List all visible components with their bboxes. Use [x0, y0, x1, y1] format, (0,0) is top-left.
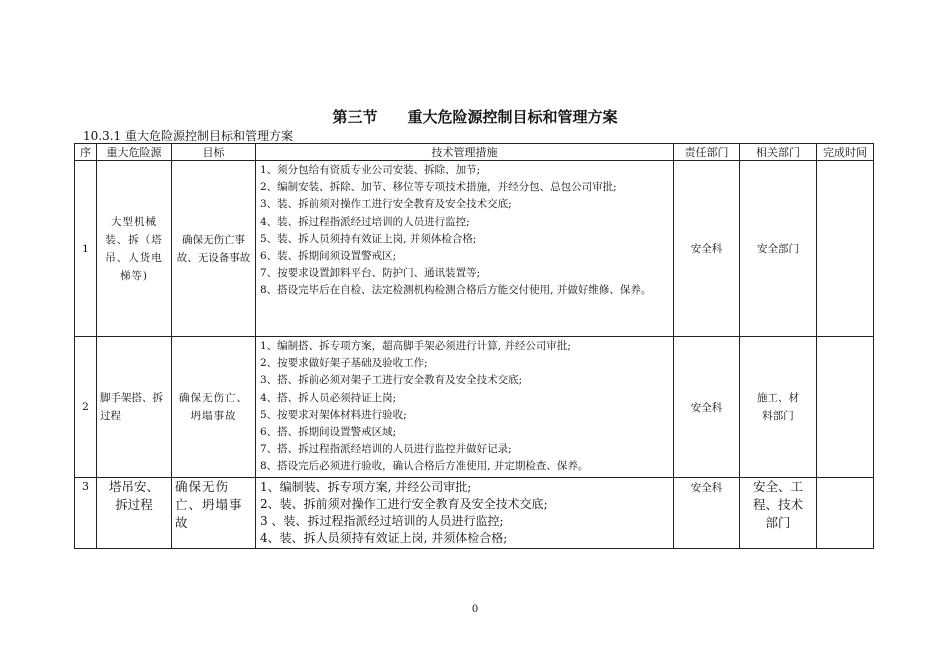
- page-number: 0: [471, 604, 479, 615]
- row-completion: [817, 337, 874, 478]
- row-measures: [256, 337, 674, 478]
- measure-item: 4、装、拆过程指派经过培训的人员进行监控;: [260, 215, 470, 228]
- row-completion: [817, 478, 874, 549]
- measure-item: 8、搭设完毕后在自检、法定检测机构检测合格后方能交付使用, 并做好维修、保养。: [260, 284, 652, 297]
- table-row: [75, 478, 874, 549]
- hazard-control-table: [74, 143, 874, 549]
- row-measures: [256, 478, 674, 549]
- row-goal: 确保无伤亡、坍塌事故: [172, 478, 256, 549]
- table-row: [75, 161, 874, 337]
- header-no: 序: [75, 144, 97, 161]
- row-no: 3: [75, 478, 97, 549]
- row-measures: [256, 161, 674, 337]
- measure-item: 2、编制安装、拆除、加节、移位等专项技术措施，并经分包、总包公司审批;: [260, 181, 617, 194]
- measure-item: 4、装、拆人员须持有效证上岗, 并须体检合格;: [260, 531, 508, 545]
- header-responsible: 责任部门: [674, 144, 740, 161]
- measure-item: 1、编制搭、拆专项方案，超高脚手架必须进行计算, 并经公司审批;: [260, 340, 571, 352]
- measure-item: 2、装、拆前须对操作工进行安全教育及安全技术交底;: [260, 497, 548, 511]
- row-responsible: 安全科: [674, 478, 740, 549]
- header-related: 相关部门: [740, 144, 817, 161]
- row-related: 安全、工程、技术部门: [740, 478, 817, 549]
- table-row: [75, 337, 874, 478]
- measure-item: 7、搭、拆过程指派经培训的人员进行监控并做好记录;: [260, 443, 512, 456]
- subsection-title: 10.3.1 重大危险源控制目标和管理方案: [83, 129, 293, 143]
- row-no: 1: [75, 161, 97, 337]
- measure-item: 3、装、拆前须对操作工进行安全教育及安全技术交底;: [260, 198, 512, 211]
- measure-item: 6、装、拆期间须设置警戒区;: [260, 250, 397, 263]
- measure-item: 1、须分包给有资质专业公司安装、拆除、加节;: [260, 164, 481, 176]
- row-no: 2: [75, 337, 97, 478]
- measure-item: 6、搭、拆期间设置警戒区域;: [260, 426, 397, 439]
- measure-item: 3 、装、拆过程指派经过培训的人员进行监控;: [260, 514, 504, 528]
- measure-item: 1、编制装、拆专项方案, 并经公司审批;: [260, 480, 472, 494]
- measure-item: 7、按要求设置卸料平台、防护门、通讯装置等;: [260, 267, 481, 280]
- measure-item: 8、搭设完后必须进行验收，确认合格后方准使用, 并定期检查、保养。: [260, 460, 589, 473]
- measure-item: 5、按要求对架体材料进行验收;: [260, 408, 407, 421]
- row-responsible: 安全科: [674, 161, 740, 337]
- measure-item: 4、搭、拆人员必须持证上岗;: [260, 391, 397, 404]
- row-goal: 确保无伤亡事故、无设备事故: [172, 161, 256, 337]
- header-source: 重大危险源: [97, 144, 172, 161]
- row-source: 塔吊安、拆过程: [97, 478, 172, 549]
- row-related: 安全部门: [740, 161, 817, 337]
- measure-item: 3、搭、拆前必须对架子工进行安全教育及安全技术交底;: [260, 374, 523, 387]
- section-title: 第三节 重大危险源控制目标和管理方案: [332, 108, 618, 126]
- header-measures: 技术管理措施: [256, 144, 674, 161]
- table-header-row: [75, 144, 874, 161]
- row-source: 脚手架搭、拆过程: [97, 337, 172, 478]
- row-completion: [817, 161, 874, 337]
- header-goal: 目标: [172, 144, 256, 161]
- header-completion: 完成时间: [817, 144, 874, 161]
- row-goal: 确保无伤亡、坍塌事故: [172, 337, 256, 478]
- row-related: 施工、材料部门: [740, 337, 817, 478]
- measure-item: 5、装、拆人员须持有效证上岗, 并须体检合格;: [260, 232, 477, 245]
- row-responsible: 安全科: [674, 337, 740, 478]
- row-source: 大型机械装、拆（塔吊、人货电梯等): [97, 161, 172, 337]
- measure-item: 2、按要求做好架子基础及验收工作;: [260, 357, 428, 370]
